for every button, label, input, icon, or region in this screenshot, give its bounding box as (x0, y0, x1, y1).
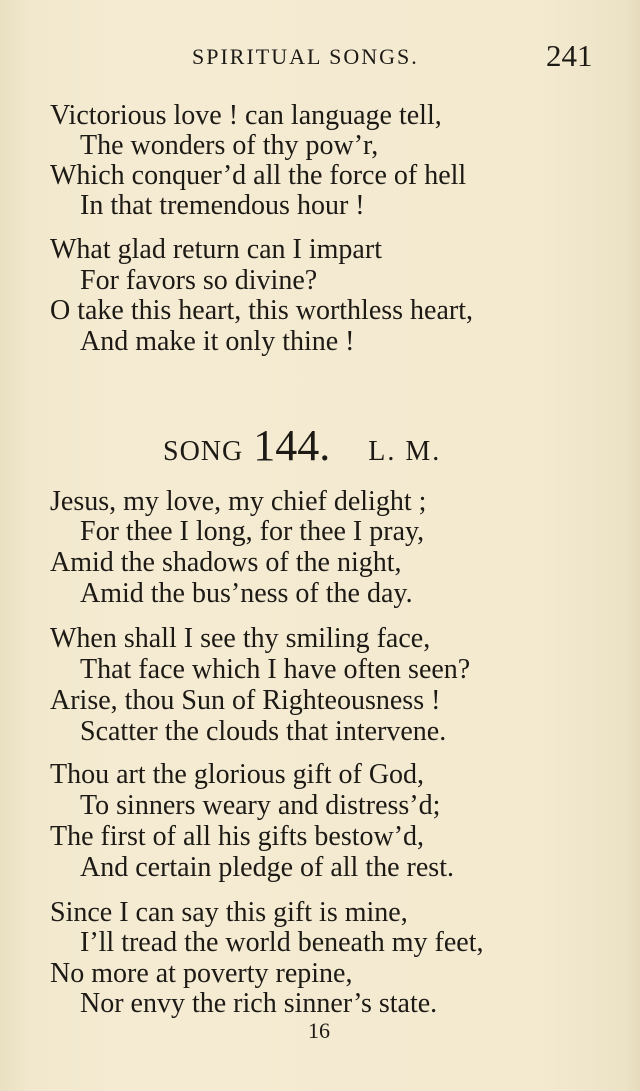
verse-line: Which conquer’d all the force of hell (50, 160, 467, 191)
running-title: SPIRITUAL SONGS. (192, 44, 419, 69)
verse-line: Jesus, my love, my chief delight ; (50, 486, 427, 517)
verse-line: Arise, thou Sun of Righteousness ! (50, 685, 441, 716)
verse-line: Thou art the glorious gift of God, (50, 759, 425, 790)
signature-mark: 16 (308, 1018, 330, 1043)
verse-line: Amid the bus’ness of the day. (80, 578, 413, 609)
verse-line: Scatter the clouds that intervene. (80, 716, 447, 747)
verse-line: When shall I see thy smiling face, (50, 623, 431, 654)
verse-line: Amid the shadows of the night, (50, 547, 402, 578)
song-number: 144. (253, 421, 331, 470)
verse-line: That face which I have often seen? (80, 654, 471, 685)
verse-line: Victorious love ! can language tell, (50, 100, 442, 131)
song-label: SONG (163, 436, 244, 467)
verse-line: In that tremendous hour ! (80, 190, 365, 221)
running-head (0, 38, 640, 78)
verse-line: What glad return can I impart (50, 234, 382, 265)
verse-line: O take this heart, this worthless heart, (50, 295, 474, 326)
verse-line: The first of all his gifts bestow’d, (50, 821, 425, 852)
verse-line: For favors so divine? (80, 265, 318, 296)
verse-line: To sinners weary and distress’d; (80, 790, 441, 821)
verse-line: For thee I long, for thee I pray, (80, 516, 425, 547)
verse-line: And make it only thine ! (80, 326, 355, 357)
song-heading (163, 420, 441, 470)
song-meter: L. M. (368, 436, 442, 467)
verse-line: Since I can say this gift is mine, (50, 897, 408, 928)
page-number: 241 (546, 38, 593, 73)
verse-line: And certain pledge of all the rest. (80, 852, 454, 883)
verse-line: I’ll tread the world beneath my feet, (80, 927, 484, 958)
verse-line: No more at poverty repine, (50, 958, 353, 989)
verse-line: The wonders of thy pow’r, (80, 130, 379, 161)
verse-line: Nor envy the rich sinner’s state. (80, 988, 438, 1019)
